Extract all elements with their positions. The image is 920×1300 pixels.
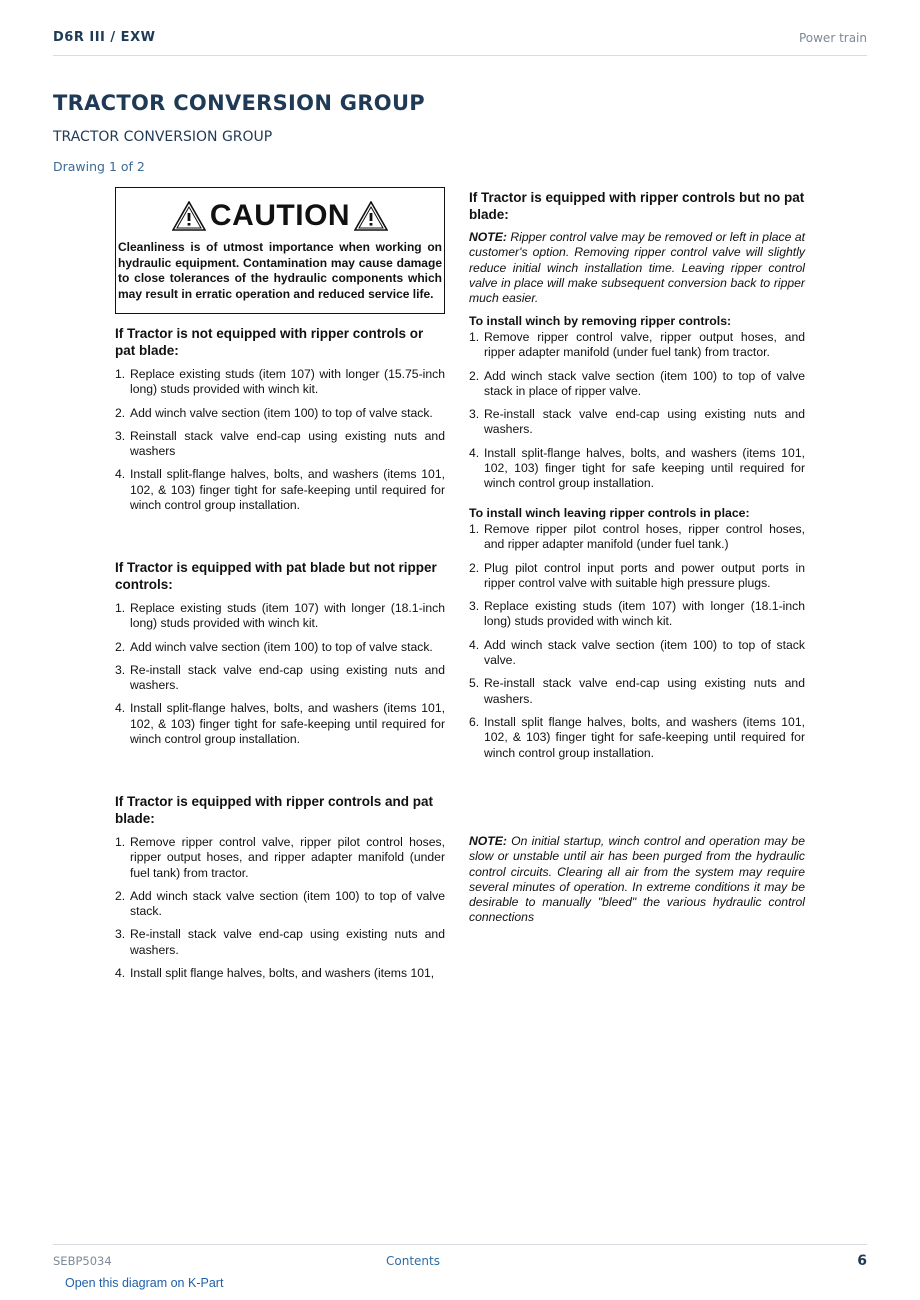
warning-triangle-icon [354,201,388,231]
page-subtitle: TRACTOR CONVERSION GROUP [53,129,273,145]
step-item: 6. Install split flange halves, bolts, and washers (items 101, 102, & 103) finger tight for safe-keeping until required for winch control group installation. [469,714,805,760]
section-heading: If Tractor is equipped with ripper controls and pat blade: [115,794,434,826]
document-id: SEBP5034 [53,1254,112,1268]
step-item: 1. Remove ripper pilot control hoses, ripper control hoses, and ripper adapter manifold (under fuel tank.) [469,522,805,552]
note-paragraph: NOTE: On initial startup, winch control and operation may be slow or unstable until air has been purged from the hydraulic control circuits. Clearing all air from the system may require several minutes of operation. In extreme conditions it may be desirable to manually "bleed" the various hydraulic control connections [469,834,805,925]
caution-box [115,187,445,314]
page-header [53,28,867,56]
page-title: TRACTOR CONVERSION GROUP [53,91,426,115]
caution-text: Cleanliness is of utmost importance when working on hydraulic equipment. Contamination may cause damage to close tolerances of the hydraulic components which may result in erratic operation and reduced service life. [118,240,442,301]
step-list [115,367,445,513]
section-label: Power train [798,31,867,45]
subsection-heading: To install winch leaving ripper controls in place: [469,506,750,520]
step-item: 1. Remove ripper control valve, ripper pilot control hoses, ripper output hoses, and ripper adapter manifold (under fuel tank) from tractor. [115,835,445,880]
section-heading: If Tractor is equipped with ripper controls but no pat blade: [469,190,805,222]
step-item: 1. Replace existing studs (item 107) with longer (18.1-inch long) studs provided with winch kit. [115,601,445,631]
caution-header [118,192,442,240]
step-item: 4. Install split-flange halves, bolts, and washers (items 101, 102, & 103) finger tight for safe-keeping until required for winch control group installation. [115,467,445,513]
step-item: 2. Add winch valve section (item 100) to top of valve stack. [115,639,433,654]
note-paragraph: NOTE: Ripper control valve may be removed or left in place at customer's option. Removing ripper control valve will slightly reduce initial winch installation time. Leaving ripper control valve in place will make subsequent conversion back to ripper much easier. [469,230,805,306]
step-list [115,601,445,747]
step-item: 4. Install split flange halves, bolts, and washers (items 101, [115,966,435,981]
step-item: 3. Re-install stack valve end-cap using existing nuts and washers. [115,927,445,957]
section-heading: If Tractor is equipped with pat blade but not ripper controls: [115,560,437,592]
model-label: D6R III / EXW [53,30,156,45]
section-heading: If Tractor is not equipped with ripper controls or pat blade: [115,326,424,358]
page-footer [53,1244,867,1274]
scanned-document-image [108,182,820,997]
step-item: 3. Re-install stack valve end-cap using existing nuts and washers. [115,662,445,693]
step-list [469,522,805,761]
step-item: 1. Remove ripper control valve, ripper output hoses, and ripper adapter manifold (under fuel tank) from tractor. [469,330,805,360]
page-number: 6 [857,1253,867,1269]
step-item: 1. Replace existing studs (item 107) with longer (15.75-inch long) studs provided with winch kit. [115,367,445,397]
step-item: 2. Add winch stack valve section (item 100) to top of valve stack in place of ripper valve. [469,368,805,398]
step-item: 3. Re-install stack valve end-cap using existing nuts and washers. [469,407,805,437]
caution-word: CAUTION [209,199,351,232]
subsection-heading: To install winch by removing ripper controls: [469,314,732,328]
step-item: 3. Replace existing studs (item 107) with longer (18.1-inch long) studs provided with winch kit. [469,599,805,629]
step-list [115,835,445,981]
step-item: 3. Reinstall stack valve end-cap using existing nuts and washers [115,428,445,459]
step-item: 4. Install split-flange halves, bolts, and washers (items 101, 102, 103) finger tight for safe keeping until required for winch control group installation. [469,445,805,491]
drawing-label: Drawing 1 of 2 [53,159,145,174]
open-kpart-link[interactable]: Open this diagram on K-Part [65,1276,224,1290]
step-item: 2. Add winch valve section (item 100) to top of valve stack. [115,405,433,420]
warning-triangle-icon [172,201,206,231]
step-item: 4. Add winch stack valve section (item 100) to top of stack valve. [469,637,805,668]
contents-link[interactable]: Contents [386,1254,440,1268]
step-item: 5. Re-install stack valve end-cap using existing nuts and washers. [469,676,805,706]
step-list [469,330,805,492]
step-item: 4. Install split-flange halves, bolts, and washers (items 101, 102, & 103) finger tight for safe-keeping until required for winch control group installation. [115,701,445,747]
step-item: 2. Plug pilot control input ports and power output ports in ripper control valve with suitable high pressure plugs. [469,560,805,590]
step-item: 2. Add winch stack valve section (item 100) to top of valve stack. [115,888,445,919]
